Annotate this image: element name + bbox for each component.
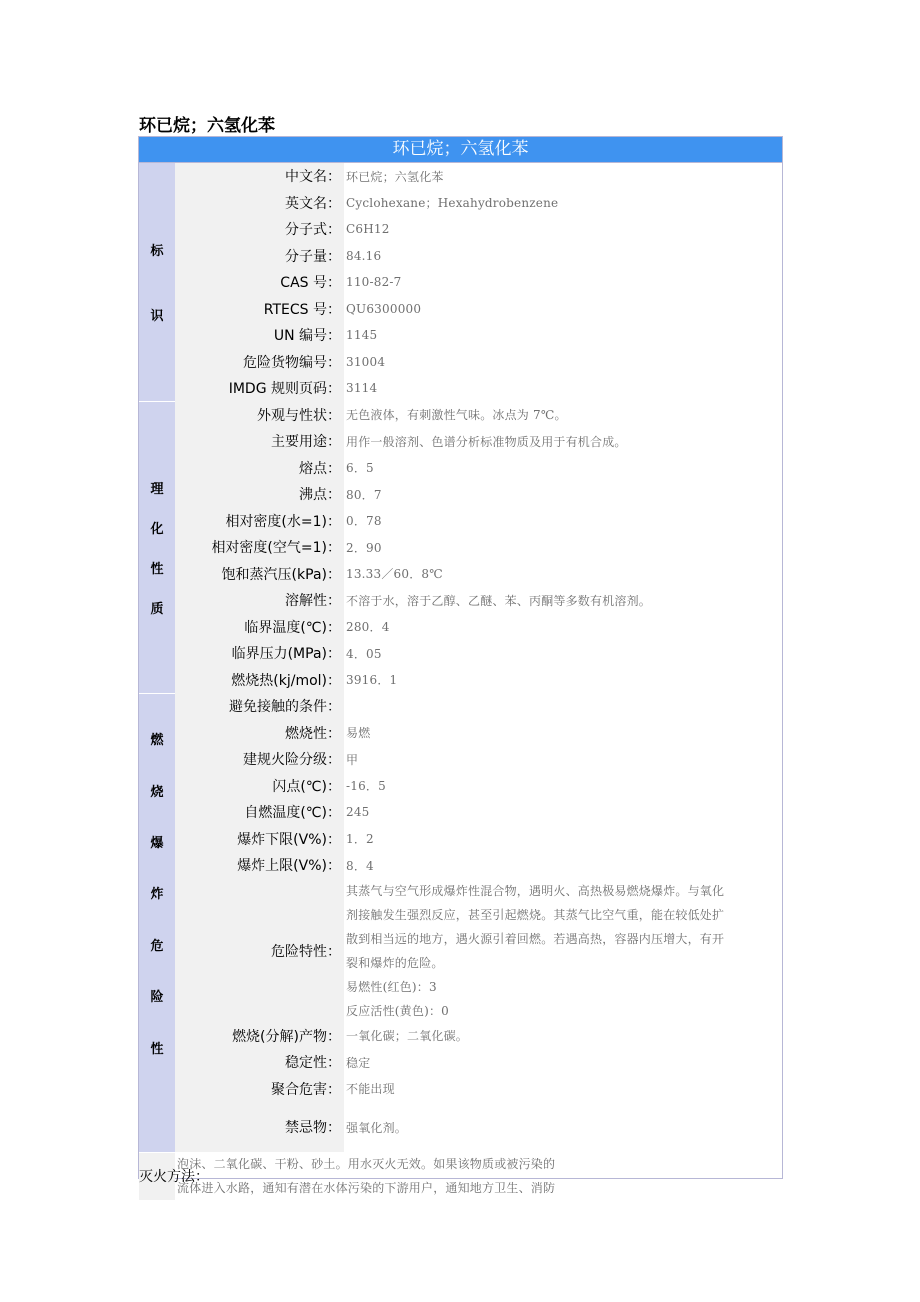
field-value: C6H12 [346, 222, 390, 237]
field-label: 相对密度(水=1)： [175, 508, 344, 535]
field-value-multiline [344, 879, 782, 1023]
table-row [139, 1102, 782, 1152]
field-value-line: 其蒸气与空气形成爆炸性混合物，遇明火、高热极易燃烧爆炸。与氧化 [346, 883, 725, 898]
section-label-char: 烧 [150, 784, 164, 800]
section-label-char: 质 [150, 601, 164, 617]
field-value: 环已烷；六氢化苯 [346, 169, 444, 184]
field-label: 危险特性： [175, 879, 344, 1023]
section-label-char: 险 [150, 990, 164, 1006]
section-label-char: 标 [150, 243, 164, 259]
section-label-char: 性 [150, 1041, 164, 1057]
table-row [139, 508, 782, 535]
table-row [139, 693, 782, 720]
field-value-line: 反应活性(黄色)：0 [346, 1003, 449, 1018]
field-label: RTECS 号： [175, 296, 344, 323]
table-row [139, 720, 782, 747]
field-value: 不溶于水，溶于乙醇、乙醚、苯、丙酮等多数有机溶剂。 [346, 593, 652, 608]
section-label-char: 理 [150, 481, 164, 497]
field-value: 3916．1 [346, 673, 398, 688]
field-value-line: 剂接触发生强烈反应，甚至引起燃烧。其蒸气比空气重，能在较低处扩 [346, 907, 725, 922]
field-value: 1145 [346, 328, 378, 343]
field-value-line: 裂和爆炸的危险。 [346, 955, 444, 970]
document-title: 环已烷；六氢化苯 [139, 116, 275, 136]
field-label: 危险货物编号： [175, 349, 344, 376]
table-row [139, 879, 782, 1023]
table-row [139, 481, 782, 508]
field-value-line: 散到相当远的地方，遇火源引着回燃。若遇高热，容器内压增大，有开 [346, 931, 725, 946]
field-label: 分子量： [175, 243, 344, 270]
table-row [139, 296, 782, 323]
sheet-banner: 环已烷；六氢化苯 [139, 137, 782, 163]
table-row [139, 534, 782, 561]
field-label: 建规火险分级： [175, 746, 344, 773]
table-row [139, 190, 782, 217]
table-row [139, 1152, 782, 1200]
table-row [139, 640, 782, 667]
table-row [139, 269, 782, 296]
field-value: 2．90 [346, 540, 382, 555]
field-label: UN 编号： [175, 322, 344, 349]
table-row [139, 561, 782, 588]
table-row [139, 799, 782, 826]
field-value-line: 泡沫、二氧化碳、干粉、砂土。用水灭火无效。如果该物质或被污染的 [177, 1157, 556, 1171]
properties-table [139, 163, 782, 1200]
field-value: 280．4 [346, 620, 390, 635]
field-label: 爆炸上限(V%)： [175, 852, 344, 879]
table-row [139, 746, 782, 773]
field-value: 易燃 [346, 726, 371, 741]
field-value: 用作一般溶剂、色谱分析标准物质及用于有机合成。 [346, 434, 627, 449]
table-row [139, 428, 782, 455]
field-value: 110-82-7 [346, 275, 402, 290]
field-value: 3114 [346, 381, 378, 396]
section-label-char: 化 [150, 521, 164, 537]
section-label-char: 危 [150, 938, 164, 954]
table-row [139, 322, 782, 349]
field-value: 0．78 [346, 514, 382, 529]
field-value: 31004 [346, 354, 386, 369]
field-value-multiline [175, 1152, 556, 1200]
field-label: 临界温度(℃)： [175, 614, 344, 641]
field-value-line: 流体进入水路，通知有潜在水体污染的下游用户，通知地方卫生、消防 [177, 1181, 556, 1195]
section-label-char: 爆 [150, 836, 164, 852]
field-value: 不能出现 [346, 1082, 395, 1097]
table-row [139, 614, 782, 641]
table-row [139, 773, 782, 800]
field-value: 强氧化剂。 [346, 1120, 408, 1135]
field-label: 燃烧性： [175, 720, 344, 747]
field-label: 自燃温度(℃)： [175, 799, 344, 826]
field-value: Cyclohexane；Hexahydrobenzene [346, 196, 559, 211]
field-value: QU6300000 [346, 301, 422, 316]
field-value: 1．2 [346, 832, 374, 847]
section-fire-explosion-hazard [139, 693, 175, 1152]
section-label-char: 炸 [150, 887, 164, 903]
field-label: 燃烧热(kj/mol)： [175, 667, 344, 694]
field-value: 8．4 [346, 858, 374, 873]
table-row [139, 349, 782, 376]
table-row [139, 402, 782, 429]
field-label: 熔点： [175, 455, 344, 482]
field-label: 分子式： [175, 216, 344, 243]
field-label: 相对密度(空气=1)： [175, 534, 344, 561]
section-physicochemical [139, 402, 175, 694]
field-label: 沸点： [175, 481, 344, 508]
field-label: IMDG 规则页码： [175, 375, 344, 402]
field-label: 闪点(℃)： [175, 773, 344, 800]
field-value: 4．05 [346, 646, 382, 661]
table-row [139, 455, 782, 482]
section-label-char: 性 [150, 561, 164, 577]
field-label: 临界压力(MPa)： [175, 640, 344, 667]
table-row [139, 1076, 782, 1103]
table-row [139, 852, 782, 879]
table-row [139, 826, 782, 853]
field-label: 灭火方法： [139, 1152, 175, 1200]
field-label: 燃烧(分解)产物： [175, 1023, 344, 1050]
table-row [139, 1049, 782, 1076]
table-row [139, 1023, 782, 1050]
table-row [139, 243, 782, 270]
field-value: -16．5 [346, 779, 386, 794]
field-value: 一氧化碳；二氧化碳。 [346, 1029, 469, 1044]
field-value: 甲 [346, 752, 359, 767]
field-label: 爆炸下限(V%)： [175, 826, 344, 853]
field-label: 稳定性： [175, 1049, 344, 1076]
field-value: 6．5 [346, 461, 374, 476]
section-identification [139, 163, 175, 402]
field-label: 主要用途： [175, 428, 344, 455]
field-label: 聚合危害： [175, 1076, 344, 1103]
field-label: 溶解性： [175, 587, 344, 614]
field-value: 无色液体，有刺激性气味。冰点为 7℃。 [346, 408, 567, 423]
field-value: 84.16 [346, 248, 382, 263]
section-label-char: 燃 [150, 733, 164, 749]
chemical-data-sheet [138, 136, 783, 1195]
field-value: 245 [346, 805, 370, 820]
field-value: 13.33／60．8℃ [346, 567, 443, 582]
field-value [344, 693, 782, 720]
section-label-char: 识 [150, 309, 164, 325]
field-label: 饱和蒸汽压(kPa)： [175, 561, 344, 588]
field-label: 中文名： [175, 163, 344, 190]
table-row [139, 216, 782, 243]
table-row [139, 667, 782, 694]
table-row [139, 375, 782, 402]
field-value: 稳定 [346, 1055, 371, 1070]
field-label: 英文名： [175, 190, 344, 217]
table-row [139, 587, 782, 614]
field-label: 外观与性状： [175, 402, 344, 429]
field-value: 80．7 [346, 487, 382, 502]
field-value-line: 易燃性(红色)：3 [346, 979, 437, 994]
field-label: 避免接触的条件： [175, 693, 344, 720]
table-row [139, 163, 782, 190]
field-label: CAS 号： [175, 269, 344, 296]
field-label: 禁忌物： [175, 1102, 344, 1152]
